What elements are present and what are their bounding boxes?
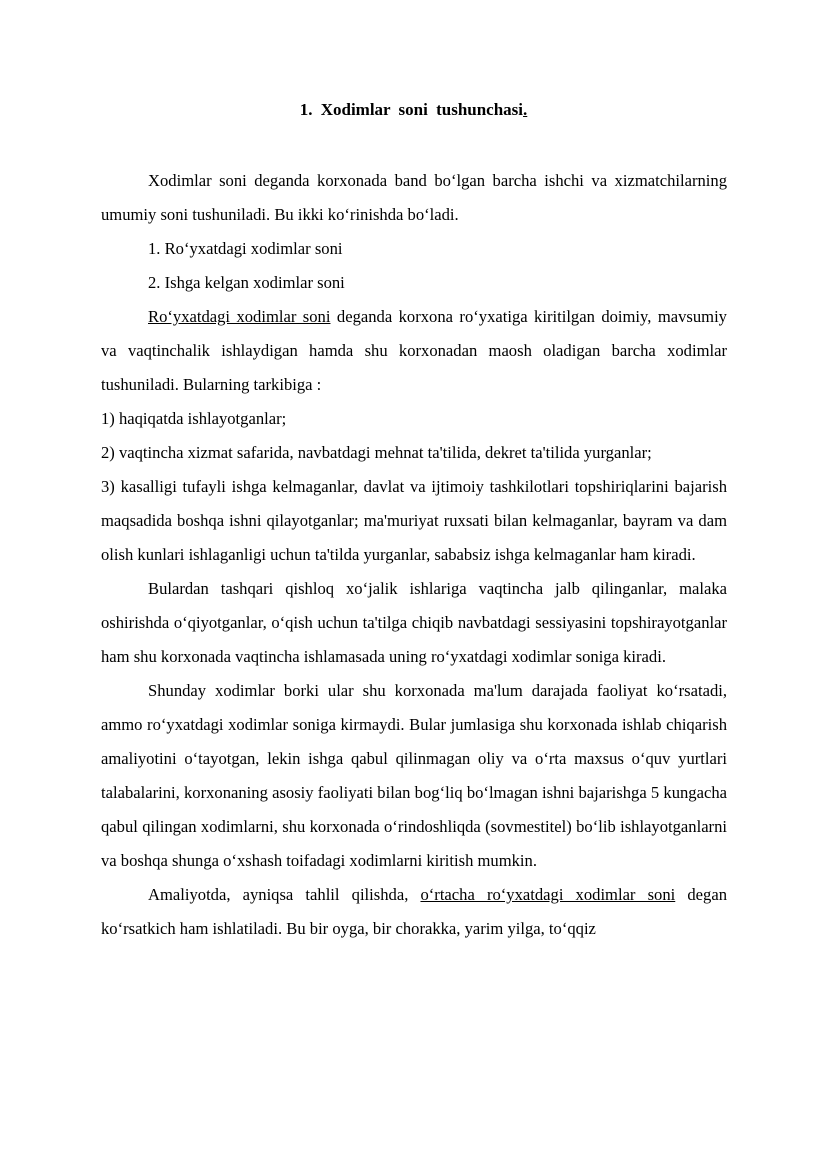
paragraph-average-text: degan ko‘rsatkich ham ishlatiladi. Bu bir oyga, bir chorakka, yarim yilga, to‘qqiz — [101, 885, 727, 938]
term-registered-staff: Ro‘yxatdagi xodimlar soni — [148, 307, 331, 326]
paragraph-average-start: Amaliyotda, ayniqsa tahlil qilishda, — [148, 885, 421, 904]
section-title-text: 1. Xodimlar soni tushunchasi — [299, 100, 524, 119]
document-body — [101, 164, 727, 946]
section-title — [0, 100, 827, 120]
paragraph-registered-text: deganda korxona ro‘yxatiga kiritilgan doimiy, mavsumiy va vaqtinchalik ishlaydigan hamda shu korxonadan maosh oladigan barcha xodimlar tushuniladi. Bularning tarkibiga : — [101, 307, 727, 394]
enumerated-item-1: 1) haqiqatda ishlayotganlar; — [101, 409, 287, 428]
term-average-staff: o‘rtacha ro‘yxatdagi xodimlar soni — [420, 885, 676, 904]
list-item-attended: 2. Ishga kelgan xodimlar soni — [148, 273, 345, 292]
enumerated-item-3: 3) kasalligi tufayli ishga kelmaganlar, davlat va ijtimoiy tashkilotlari topshiriqlarini bajarish maqsadida boshqa ishni qilayotganlar; ma'muriyat ruxsati bilan kelmaganlar, bayram va dam olish kunlari ishlaganligi uchun ta'tilda yurganlar, sababsiz ishga kelmaganlar ham kiradi. — [101, 477, 727, 564]
paragraph-intro: Xodimlar soni deganda korxonada band bo‘lgan barcha ishchi va xizmatchilarning umumiy soni tushuniladi. Bu ikki ko‘rinishda bo‘ladi. — [101, 171, 727, 224]
paragraph-registered-definition — [101, 300, 727, 402]
enumerated-item-2: 2) vaqtincha xizmat safarida, navbatdagi mehnat ta'tilida, dekret ta'tilida yurganlar; — [101, 443, 652, 462]
section-title-dot: . — [523, 100, 528, 119]
paragraph-excluded: Shunday xodimlar borki ular shu korxonada ma'lum darajada faoliyat ko‘rsatadi, ammo ro‘yxatdagi xodimlar soniga kirmaydi. Bular jumlasiga shu korxonada ishlab chiqarish amaliyotini o‘tayotgan, lekin ishga qabul qilinmagan oliy va o‘rta maxsus o‘quv yurtlari talabalarini, korxonaning asosiy faoliyati bilan bog‘liq bo‘lmagan ishni bajarishga 5 kungacha qabul qilingan xodimlarni, shu korxonada o‘rindoshliqda (sovmestitel) bo‘lib ishlayotganlarni va boshqa shunga o‘xshash toifadagi xodimlarni kiritish mumkin. — [101, 681, 727, 870]
paragraph-average — [101, 878, 727, 946]
paragraph-additional: Bulardan tashqari qishloq xo‘jalik ishlariga vaqtincha jalb qilinganlar, malaka oshirishda o‘qiyotganlar, o‘qish uchun ta'tilga chiqib navbatdagi sessiyasini topshirayotganlar ham shu korxonada vaqtincha ishlamasada uning ro‘yxatdagi xodimlar soniga kiradi. — [101, 579, 727, 666]
list-item-registered: 1. Ro‘yxatdagi xodimlar soni — [148, 239, 343, 258]
